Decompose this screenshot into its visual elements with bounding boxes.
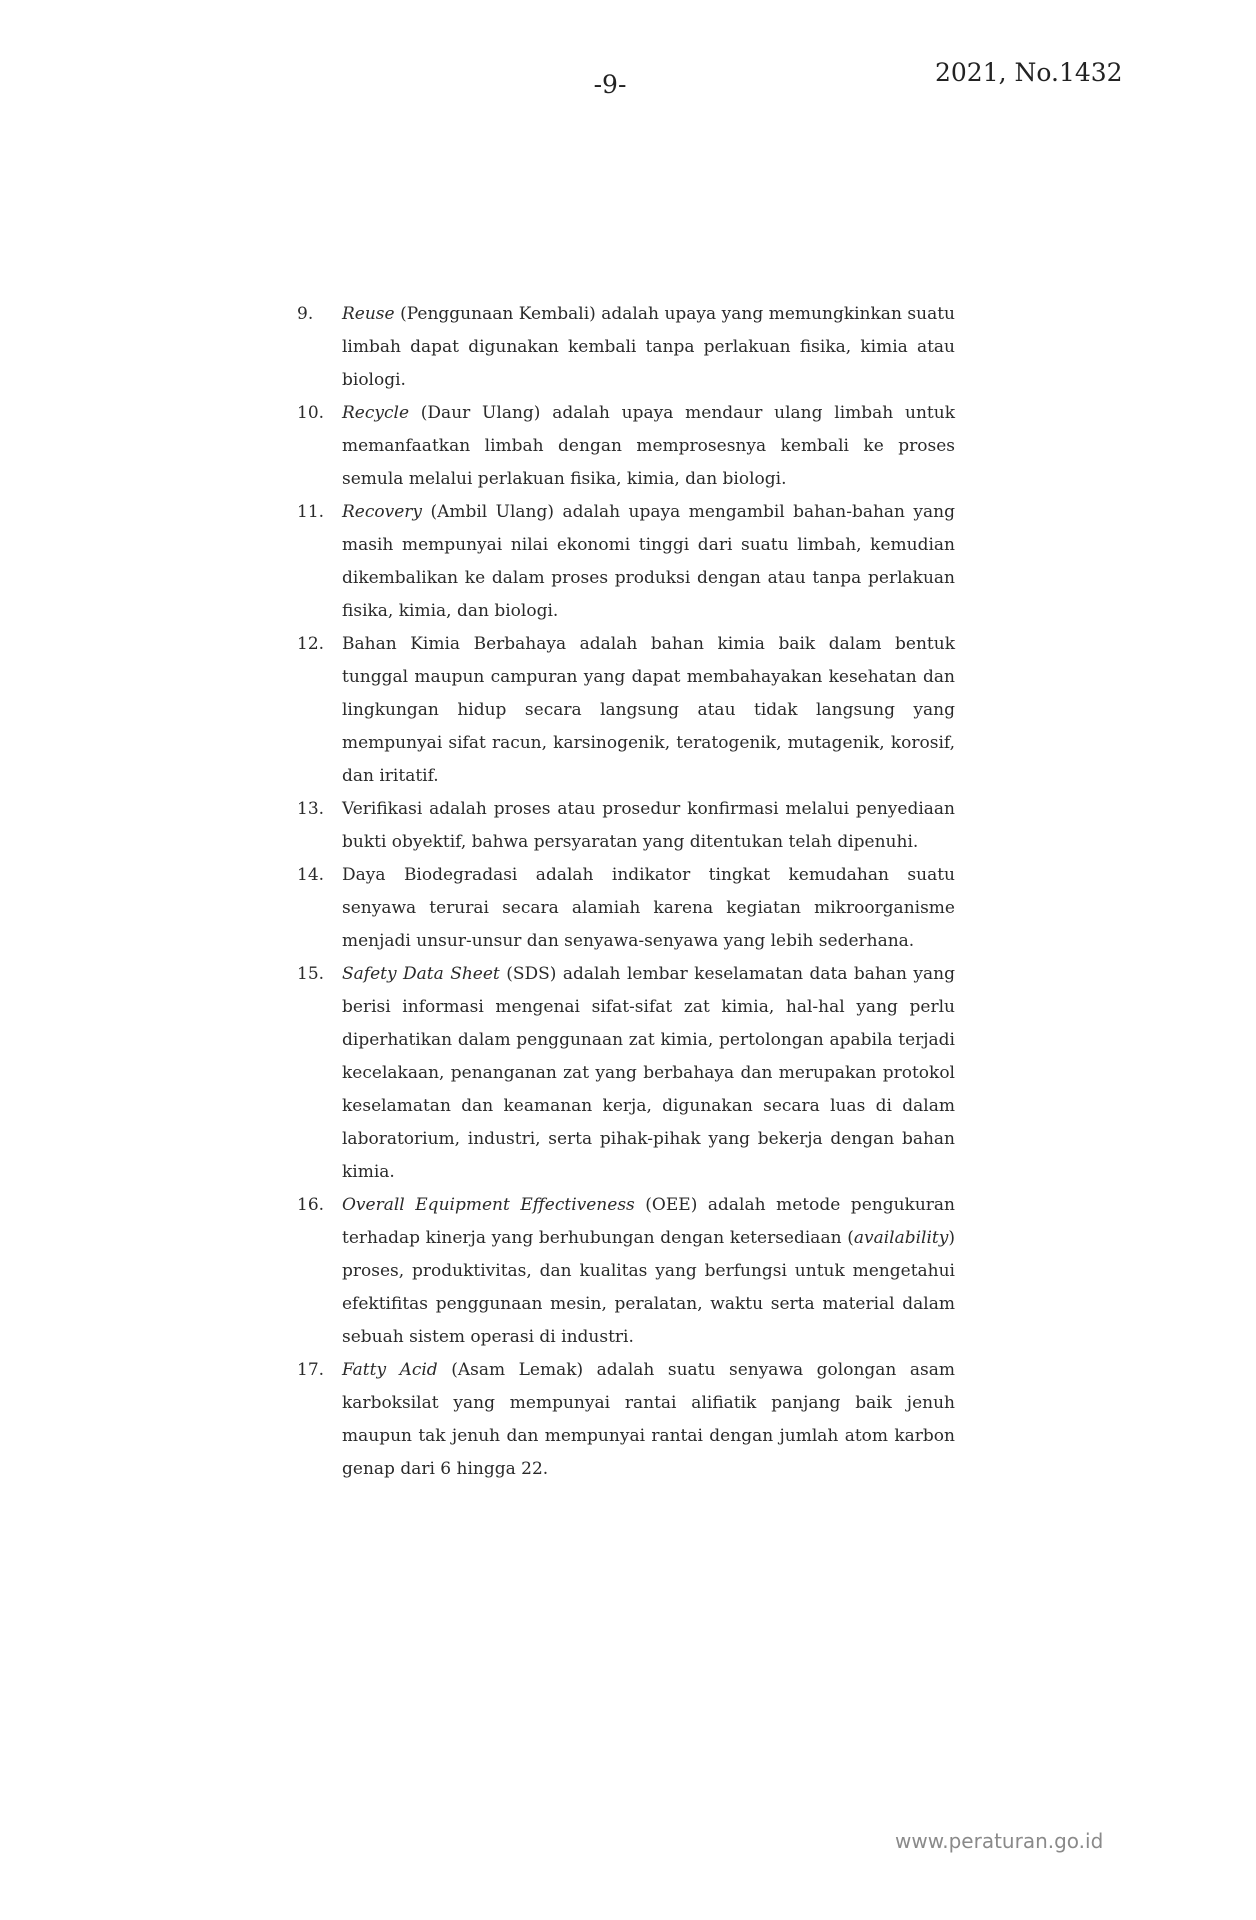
definition-term: Safety Data Sheet [342,964,500,984]
definition-body: Bahan Kimia Berbahaya adalah bahan kimia baik dalam bentuk tunggal maupun campuran yang dapat membahayakan kesehatan dan lingkungan hidup secara langsung atau tidak langsung yang mempunyai sifat racun, karsinogenik, teratogenik, mutagenik, korosif, dan iritatif. [342,634,955,786]
definition-text [342,859,955,958]
definition-item [297,628,955,793]
definition-body: (OEE) adalah metode pengukuran terhadap kinerja yang berhubungan dengan ketersediaan ( [342,1195,955,1248]
definition-body: (SDS) adalah lembar keselamatan data bahan yang berisi informasi mengenai sifat-sifat zat kimia, hal-hal yang perlu diperhatikan dalam penggunaan zat kimia, pertolongan apabila terjadi kecelakaan, penanganan zat yang berbahaya dan merupakan protokol keselamatan dan keamanan kerja, digunakan secara luas di dalam laboratorium, industri, serta pihak-pihak yang bekerja dengan bahan kimia. [342,964,955,1182]
definition-text [342,1189,955,1354]
definition-number: 9. [297,304,314,324]
definition-text [342,1354,955,1486]
definition-number: 17. [297,1360,325,1380]
watermark-url: www.peraturan.go.id [895,1829,1104,1853]
definition-item [297,958,955,1189]
page-number: -9- [593,70,627,99]
definition-item [297,859,955,958]
definition-number: 16. [297,1195,325,1215]
definition-term: Overall Equipment Effectiveness [342,1195,635,1215]
definition-text [342,397,955,496]
definition-text [342,793,955,859]
definitions-list [297,298,955,1486]
definition-body: (Daur Ulang) adalah upaya mendaur ulang limbah untuk memanfaatkan limbah dengan memprosesnya kembali ke proses semula melalui perlakuan fisika, kimia, dan biologi. [342,403,955,489]
definition-number: 14. [297,865,325,885]
definition-term-inline: availability [853,1228,949,1248]
definition-body: (Asam Lemak) adalah suatu senyawa golongan asam karboksilat yang mempunyai rantai alifiatik panjang baik jenuh maupun tak jenuh dan mempunyai rantai dengan jumlah atom karbon genap dari 6 hingga 22. [342,1360,955,1479]
definition-term: Recovery [342,502,423,522]
definition-body-cont: ) proses, produktivitas, dan kualitas yang berfungsi untuk mengetahui efektifitas penggunaan mesin, peralatan, waktu serta material dalam sebuah sistem operasi di industri. [342,1228,955,1347]
definition-item [297,496,955,628]
definition-number: 12. [297,634,325,654]
definition-number: 15. [297,964,325,984]
definition-item [297,793,955,859]
document-reference: 2021, No.1432 [935,58,1123,87]
definition-text [342,628,955,793]
definition-item [297,1354,955,1486]
definition-text [342,496,955,628]
definition-item [297,298,955,397]
definition-number: 13. [297,799,325,819]
definition-number: 10. [297,403,325,423]
definition-item [297,397,955,496]
definition-item [297,1189,955,1354]
definition-body: Verifikasi adalah proses atau prosedur konfirmasi melalui penyediaan bukti obyektif, bahwa persyaratan yang ditentukan telah dipenuhi. [342,799,955,852]
definition-text [342,958,955,1189]
definition-text [342,298,955,397]
definition-term: Fatty Acid [342,1360,438,1380]
definition-term: Reuse [342,304,395,324]
definition-term: Recycle [342,403,410,423]
definition-body: Daya Biodegradasi adalah indikator tingkat kemudahan suatu senyawa terurai secara alamiah karena kegiatan mikroorganisme menjadi unsur-unsur dan senyawa-senyawa yang lebih sederhana. [342,865,955,951]
definition-body: (Ambil Ulang) adalah upaya mengambil bahan-bahan yang masih mempunyai nilai ekonomi tinggi dari suatu limbah, kemudian dikembalikan ke dalam proses produksi dengan atau tanpa perlakuan fisika, kimia, dan biologi. [342,502,955,621]
definition-number: 11. [297,502,325,522]
definition-body: (Penggunaan Kembali) adalah upaya yang memungkinkan suatu limbah dapat digunakan kembali tanpa perlakuan fisika, kimia atau biologi. [342,304,955,390]
